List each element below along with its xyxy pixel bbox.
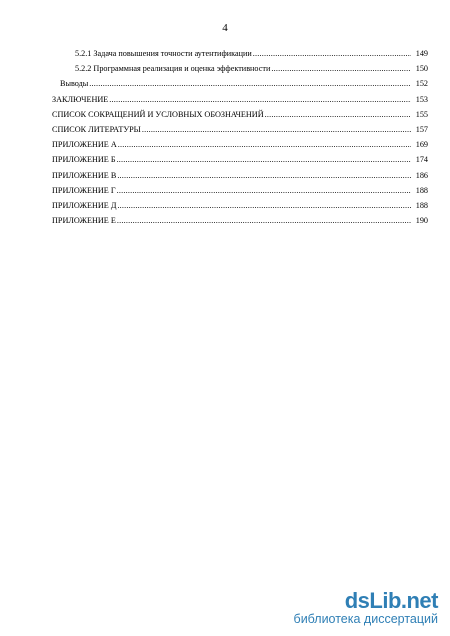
toc-entry	[52, 92, 428, 107]
watermark	[294, 590, 438, 626]
toc-entry-label: ЗАКЛЮЧЕНИЕ	[52, 94, 109, 104]
toc-entry-label: ПРИЛОЖЕНИЕ В	[52, 170, 117, 180]
toc-entry-label: 5.2.1 Задача повышения точности аутентификации	[75, 49, 252, 58]
toc-leader-dots	[118, 137, 411, 152]
toc-leader-dots	[117, 183, 411, 198]
toc-leader-dots	[117, 152, 411, 167]
toc-entry-page: 152	[415, 79, 428, 89]
toc-leader-dots	[117, 198, 411, 213]
toc-leader-dots	[265, 107, 411, 122]
toc-leader-dots	[89, 76, 411, 91]
table-of-contents	[52, 46, 428, 228]
toc-entry-label: СПИСОК ЛИТЕРАТУРЫ	[52, 125, 141, 135]
toc-entry	[52, 46, 428, 61]
toc-entry	[52, 76, 428, 91]
watermark-subtitle: библиотека диссертаций	[293, 612, 438, 626]
toc-entry-page: 150	[415, 64, 428, 74]
toc-entry-label: ПРИЛОЖЕНИЕ А	[52, 140, 117, 150]
toc-entry-page: 174	[415, 155, 428, 165]
toc-entry-page: 149	[415, 49, 428, 58]
page-number: 4	[222, 22, 228, 34]
toc-entry-page: 188	[415, 185, 428, 195]
toc-leader-dots	[109, 92, 411, 107]
toc-leader-dots	[271, 61, 411, 76]
toc-entry-label: ПРИЛОЖЕНИЕ Е	[52, 216, 116, 226]
toc-entry-page: 153	[415, 94, 428, 104]
toc-leader-dots	[117, 213, 411, 228]
toc-entry	[52, 183, 428, 198]
toc-entry-label: Выводы	[60, 79, 89, 89]
toc-entry-page: 157	[415, 125, 428, 135]
toc-entry-page: 190	[415, 216, 428, 226]
toc-entry-label: 5.2.2 Программная реализация и оценка эффективности	[75, 64, 271, 74]
toc-entry-page: 186	[415, 170, 428, 180]
toc-entry	[52, 122, 428, 137]
toc-entry-label: ПРИЛОЖЕНИЕ Д	[52, 201, 117, 211]
toc-entry	[52, 168, 428, 183]
toc-entry	[52, 213, 428, 228]
toc-leader-dots	[117, 168, 411, 183]
toc-entry	[52, 107, 428, 122]
toc-entry-page: 155	[415, 109, 428, 119]
toc-leader-dots	[142, 122, 411, 137]
toc-entry	[52, 152, 428, 167]
toc-entry	[52, 61, 428, 76]
dslib-logo: dsLib.net	[344, 588, 438, 613]
toc-entry-page: 169	[415, 140, 428, 150]
toc-entry	[52, 198, 428, 213]
toc-entry-page: 188	[415, 201, 428, 211]
toc-entry-label: СПИСОК СОКРАЩЕНИЙ И УСЛОВНЫХ ОБОЗНАЧЕНИЙ	[52, 109, 264, 119]
toc-leader-dots	[253, 46, 411, 61]
toc-entry-label: ПРИЛОЖЕНИЕ Г	[52, 185, 116, 195]
toc-entry-label: ПРИЛОЖЕНИЕ Б	[52, 155, 116, 165]
toc-entry	[52, 137, 428, 152]
